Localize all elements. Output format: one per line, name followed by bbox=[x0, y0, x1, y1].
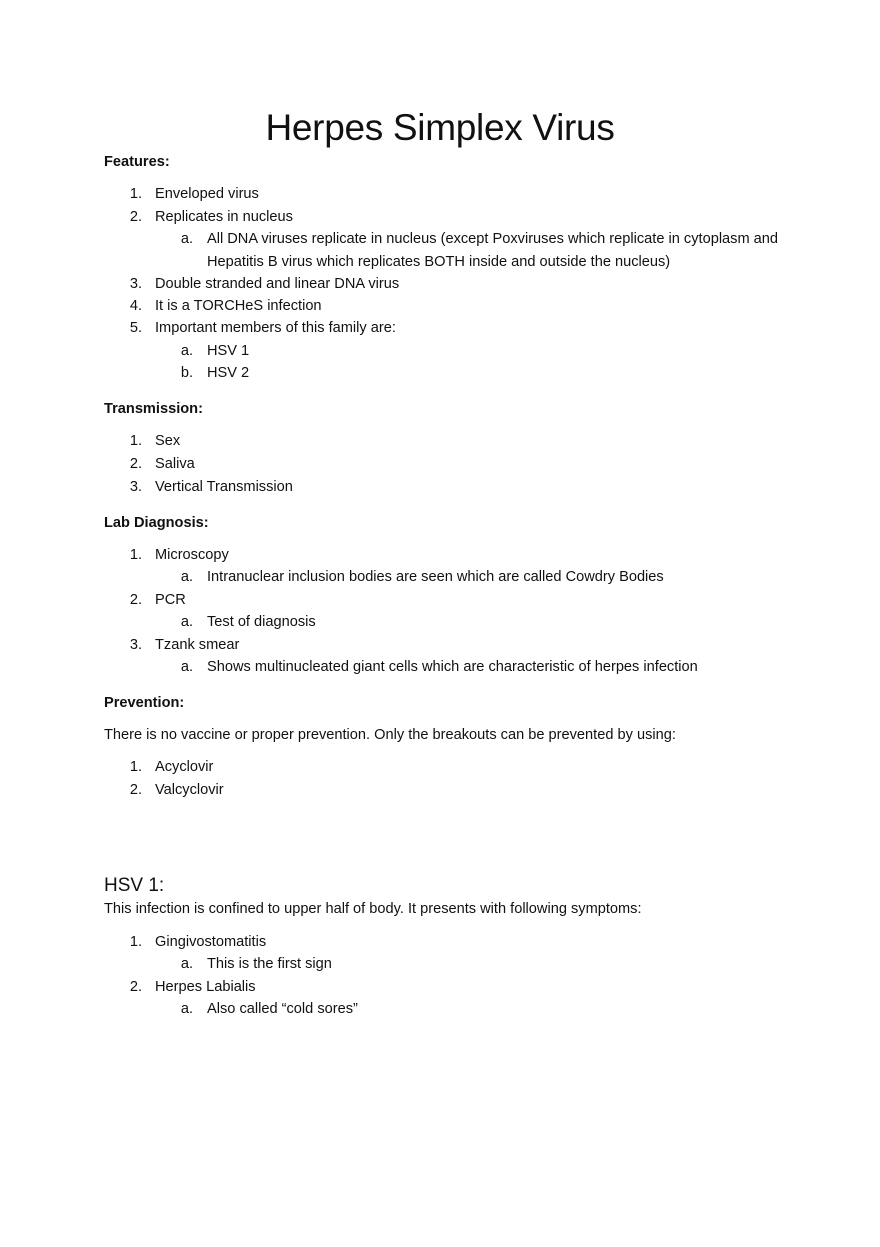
hsv1-heading: HSV 1: bbox=[104, 875, 165, 896]
list-marker: 1. bbox=[129, 433, 142, 449]
page-title: Herpes Simplex Virus bbox=[265, 107, 615, 148]
list-marker: 3. bbox=[129, 637, 142, 653]
sublist-marker: a. bbox=[180, 956, 193, 972]
sublist-marker: a. bbox=[180, 231, 193, 247]
prevention-intro: There is no vaccine or proper prevention. Only the breakouts can be prevented by using: bbox=[104, 727, 676, 743]
sublist-marker: a. bbox=[180, 614, 193, 630]
sublist-item: Intranuclear inclusion bodies are seen which are called Cowdry Bodies bbox=[207, 569, 664, 585]
list-marker: 2. bbox=[129, 209, 142, 225]
list-marker: 2. bbox=[129, 979, 142, 995]
list-marker: 1. bbox=[129, 186, 142, 202]
list-item: Herpes Labialis bbox=[155, 979, 256, 995]
list-marker: 1. bbox=[129, 759, 142, 775]
list-marker: 3. bbox=[129, 479, 142, 495]
list-item: Enveloped virus bbox=[155, 186, 259, 202]
sublist-item-continuation: Hepatitis B virus which replicates BOTH inside and outside the nucleus) bbox=[207, 254, 671, 270]
list-item: Gingivostomatitis bbox=[155, 934, 267, 950]
sublist-marker: b. bbox=[180, 365, 193, 381]
features-heading: Features: bbox=[104, 154, 170, 170]
sublist-item: HSV 1 bbox=[207, 343, 250, 359]
list-item: Microscopy bbox=[155, 547, 229, 563]
hsv1-intro: This infection is confined to upper half of body. It presents with following symptoms: bbox=[104, 901, 642, 917]
prevention-heading: Prevention: bbox=[104, 695, 185, 711]
sublist-item: Shows multinucleated giant cells which are characteristic of herpes infection bbox=[207, 659, 698, 675]
list-marker: 2. bbox=[129, 592, 142, 608]
list-item: Important members of this family are: bbox=[155, 320, 396, 336]
list-item: Valcyclovir bbox=[155, 782, 224, 798]
list-item: Vertical Transmission bbox=[155, 479, 293, 495]
list-marker: 5. bbox=[129, 320, 142, 336]
sublist-marker: a. bbox=[180, 1001, 193, 1017]
lab-diagnosis-heading: Lab Diagnosis: bbox=[104, 515, 209, 531]
list-marker: 2. bbox=[129, 456, 142, 472]
sublist-marker: a. bbox=[180, 569, 193, 585]
sublist-item: Also called “cold sores” bbox=[207, 1001, 358, 1017]
list-item: Tzank smear bbox=[155, 637, 240, 653]
list-item: Double stranded and linear DNA virus bbox=[155, 276, 400, 292]
list-marker: 1. bbox=[129, 934, 142, 950]
list-marker: 4. bbox=[129, 298, 142, 314]
list-item: It is a TORCHeS infection bbox=[155, 298, 322, 314]
list-marker: 1. bbox=[129, 547, 142, 563]
transmission-heading: Transmission: bbox=[104, 401, 203, 417]
list-marker: 3. bbox=[129, 276, 142, 292]
sublist-item: HSV 2 bbox=[207, 365, 250, 381]
list-item: Saliva bbox=[155, 456, 195, 472]
list-item: Replicates in nucleus bbox=[155, 209, 293, 225]
list-item: PCR bbox=[155, 592, 186, 608]
sublist-item: This is the first sign bbox=[207, 956, 332, 972]
sublist-marker: a. bbox=[180, 659, 193, 675]
list-marker: 2. bbox=[129, 782, 142, 798]
sublist-marker: a. bbox=[180, 343, 193, 359]
list-item: Acyclovir bbox=[155, 759, 214, 775]
sublist-item: Test of diagnosis bbox=[207, 614, 316, 630]
sublist-item: All DNA viruses replicate in nucleus (except Poxviruses which replicate in cytoplasm and bbox=[207, 231, 779, 247]
list-item: Sex bbox=[155, 433, 181, 449]
